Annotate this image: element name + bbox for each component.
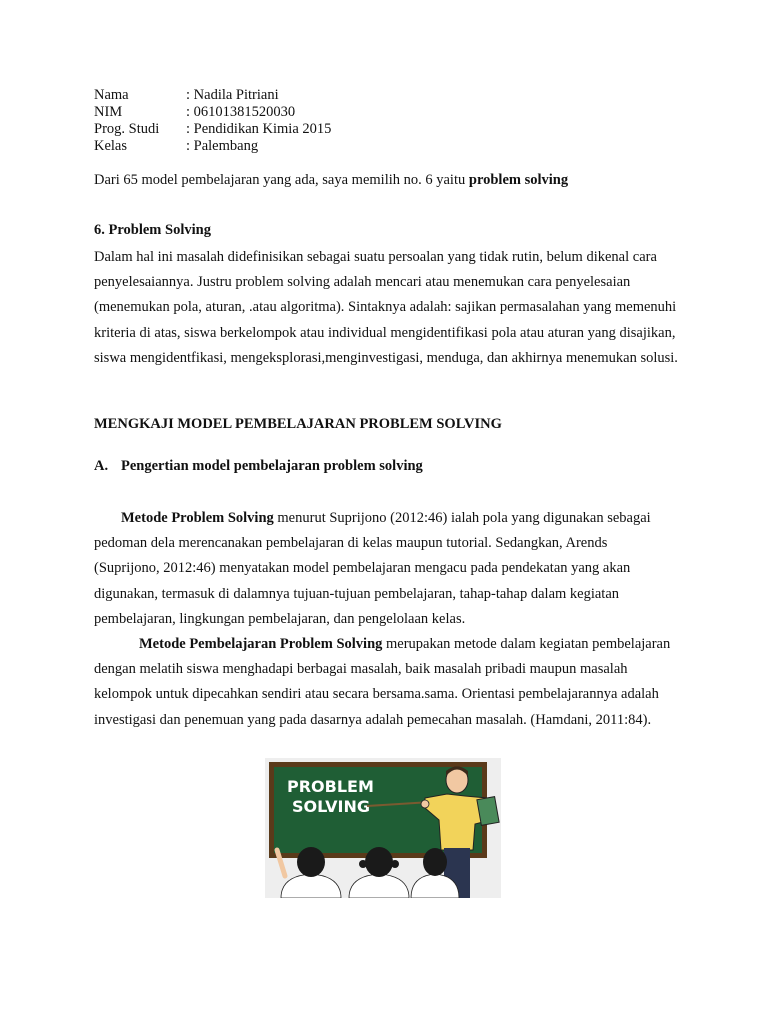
info-label: NIM <box>94 104 123 120</box>
intro-bold: problem solving <box>468 172 569 188</box>
info-row-program <box>94 121 331 138</box>
board-text-line1: PROBLEM <box>287 777 374 796</box>
definition-paragraphs <box>94 506 674 733</box>
teacher-book <box>477 797 499 826</box>
subheading-a <box>94 458 423 475</box>
info-label: Kelas <box>94 138 128 154</box>
section-6 <box>94 222 684 371</box>
subheading-letter: A. <box>94 458 109 474</box>
teacher-hand <box>421 800 429 808</box>
paragraph-2 <box>94 632 674 733</box>
student-pigtail <box>391 860 399 868</box>
section-6-heading: 6. Problem Solving <box>94 222 211 238</box>
info-label: Nama <box>94 87 129 103</box>
paragraph-1 <box>94 506 674 632</box>
info-value: : Pendidikan Kimia 2015 <box>186 121 331 138</box>
problem-solving-illustration <box>265 758 501 898</box>
info-value: : 06101381520030 <box>186 104 295 121</box>
student-head <box>297 847 325 877</box>
board-text-line2: SOLVING <box>292 797 370 816</box>
student-info <box>94 87 331 155</box>
info-value: : Nadila Pitriani <box>186 87 279 104</box>
paragraph-2-text: merupakan metode dalam kegiatan pembelajaran dengan melatih siswa menghadapi berbagai masalah, baik masalah pribadi maupun masalah kelompok untuk dipecahkan sendiri atau secara bersama.sama. Orientasi pembelajarannya adalah investigasi dan penemuan yang pada dasarnya adalah pemecahan masalah. (Hamdani, 2011:84). <box>94 636 671 728</box>
student-head <box>365 847 393 877</box>
info-row-name <box>94 87 331 104</box>
intro-sentence <box>94 172 568 189</box>
paragraph-1-bold: Metode Problem Solving <box>121 510 274 526</box>
paragraph-2-bold: Metode Pembelajaran Problem Solving <box>139 636 383 653</box>
paragraph-1-text: menurut Suprijono (2012:46) ialah pola yang digunakan sebagai pedoman dela merencanakan pembelajaran di kelas maupun tutorial. Sedangkan, Arends (Suprijono, 2012:46) menyatakan model pembelajaran mengacu pada pendekatan yang akan digunakan, termasuk di dalamnya tujuan-tujuan pembelajaran, tahap-tahap dalam kegiatan pembelajaran, lingkungan pembelajaran, dan pengelolaan kelas. <box>94 510 651 627</box>
intro-text: Dari 65 model pembelajaran yang ada, saya memilih no. 6 yaitu <box>94 172 469 188</box>
info-row-class <box>94 138 331 155</box>
main-heading: MENGKAJI MODEL PEMBELAJARAN PROBLEM SOLVING <box>94 416 502 432</box>
student-pigtail <box>359 860 367 868</box>
info-row-nim <box>94 104 331 121</box>
info-value: : Palembang <box>186 138 258 155</box>
section-6-body: Dalam hal ini masalah didefinisikan sebagai suatu persoalan yang tidak rutin, belum dikenal cara penyelesaiannya. Justru problem solving adalah mencari atau menemukan cara penyelesaian (menemukan pola, aturan, .atau algoritma). Sintaknya adalah: sajikan permasalahan yang memenuhi kriteria di atas, siswa berkelompok atau individual mengidentifikasi pola atau aturan yang disajikan, siswa mengidentfikasi, mengeksplorasi,menginvestigasi, menduga, dan akhirnya menemukan solusi. <box>94 249 678 366</box>
subheading-text: Pengertian model pembelajaran problem solving <box>121 458 423 474</box>
student-head <box>423 848 447 876</box>
info-label: Prog. Studi <box>94 121 160 137</box>
